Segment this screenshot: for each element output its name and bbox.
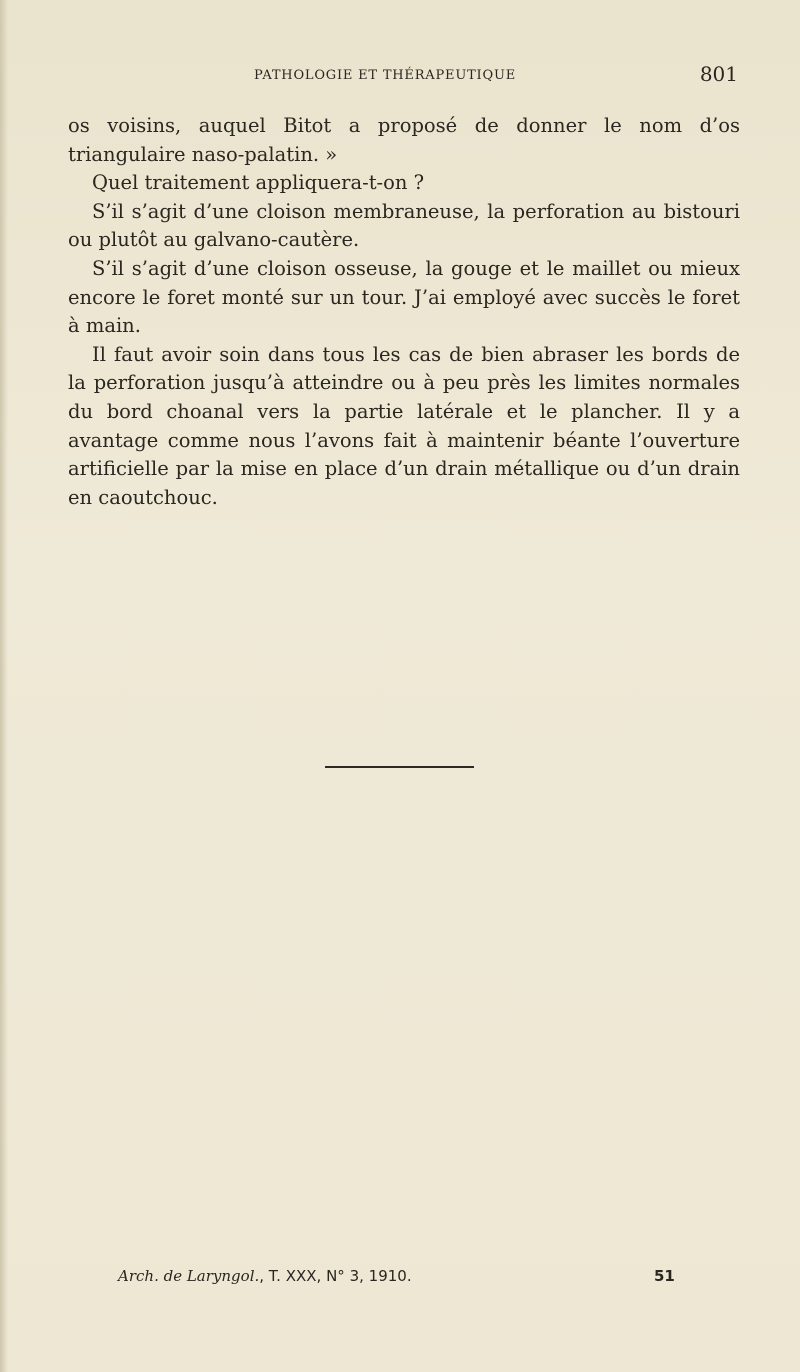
paragraph-4: S’il s’agit d’une cloison osseuse, la gouge et le maillet ou mieux encore le foret monté sur un tour. J’ai employé avec succès le foret à main.: [68, 256, 740, 338]
body-text: [68, 112, 740, 512]
paragraph-3: S’il s’agit d’une cloison membraneuse, la perforation au bistouri ou plutôt au galvano-cautère.: [68, 199, 740, 252]
volume-issue: , T. XXX, N° 3, 1910.: [259, 1267, 412, 1285]
page-footer: [118, 1267, 678, 1291]
paragraph-2: Quel traitement appliquera-t-on ?: [92, 171, 425, 195]
running-header: [68, 62, 738, 92]
signature-mark: 51: [654, 1267, 675, 1285]
paragraph-5: Il faut avoir soin dans tous les cas de bien abraser les bords de la perforation jusqu’à atteindre ou à peu près les limites normales du bord choanal vers la partie latérale et le plancher. Il y a avantage comme nous l’avons fait à maintenir béante l’ouverture artificielle par la mise en place d’un drain métallique ou d’un drain en caoutchouc.: [68, 342, 740, 509]
paragraph-1: os voisins, auquel Bitot a proposé de donner le nom d’os triangulaire naso-palatin. »: [68, 114, 740, 166]
running-title: PATHOLOGIE ET THÉRAPEUTIQUE: [254, 68, 516, 83]
journal-title: Arch. de Laryngol.: [118, 1267, 260, 1285]
page-edge-shadow: [0, 0, 8, 1372]
journal-citation: [118, 1267, 412, 1285]
section-end-rule: [325, 766, 474, 768]
page-number: 801: [699, 62, 738, 86]
